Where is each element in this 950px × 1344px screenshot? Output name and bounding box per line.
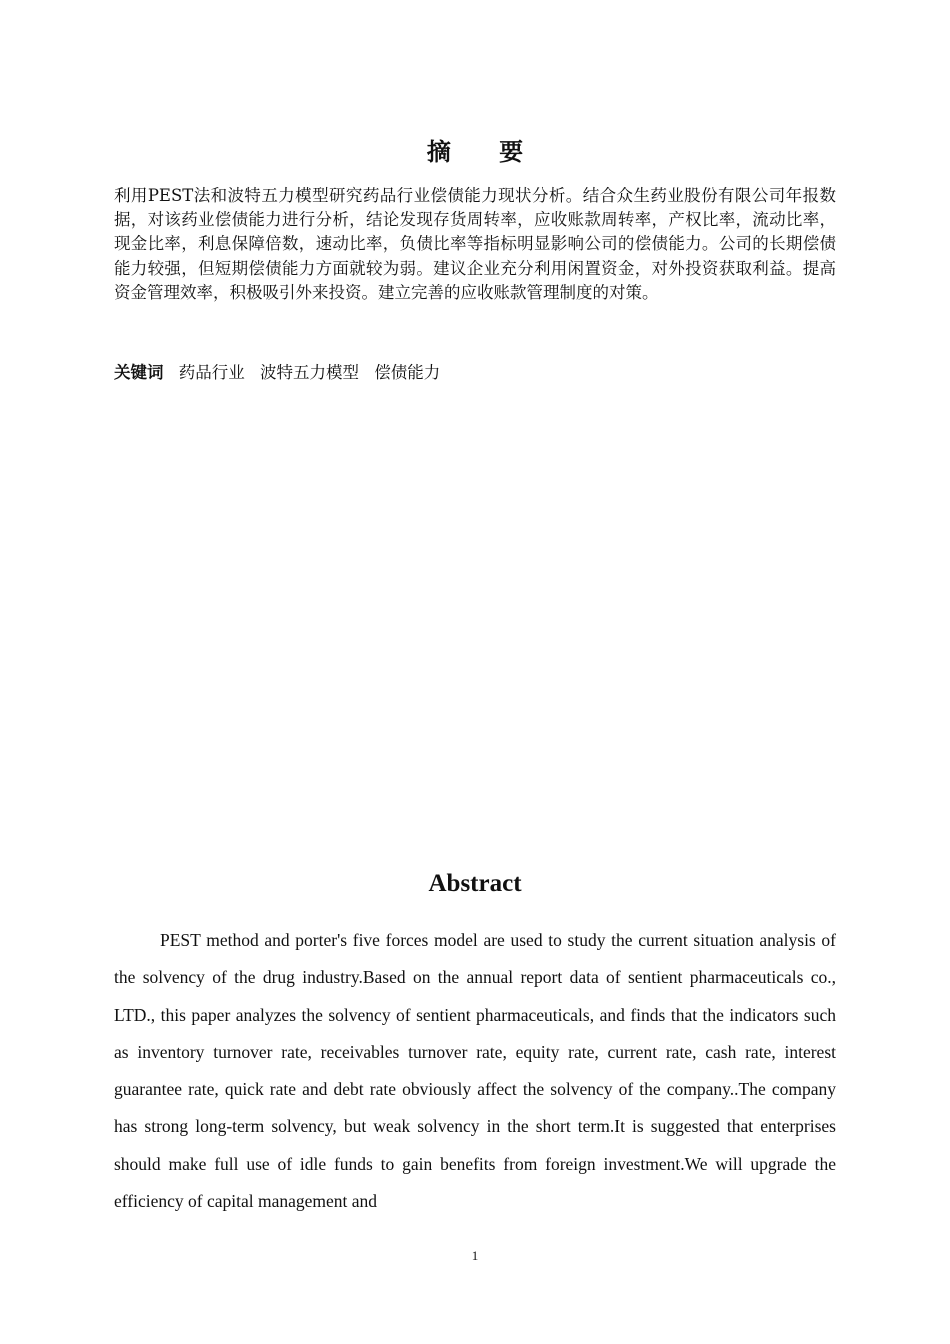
keyword-item: 偿债能力 <box>374 363 441 382</box>
chinese-abstract-title: 摘 要 <box>426 138 544 166</box>
english-abstract-title: Abstract <box>428 870 522 897</box>
english-abstract-body: PEST method and porter's five forces model are used to study the current situation analysis of the solvency of the drug industry.Based on the annual report data of sentient pharmaceuticals co., LTD., this paper analyzes the solvency of sentient pharmaceuticals, and finds that the indicators such as inventory turnover rate, receivables turnover rate, equity rate, current rate, cash rate, interest guarantee rate, quick rate and debt rate obviously affect the solvency of the company..The company has strong long-term solvency, but weak solvency in the short term.It is suggested that enterprises should make full use of idle funds to gain benefits from foreign investment.We will upgrade the efficiency of capital management and <box>114 930 836 1212</box>
page-number: 1 <box>471 1248 479 1263</box>
keyword-item: 药品行业 <box>178 363 245 382</box>
keyword-item: 波特五力模型 <box>260 363 359 382</box>
keywords-line <box>114 361 836 385</box>
chinese-abstract-body: 利用PEST法和波特五力模型研究药品行业偿债能力现状分析。结合众生药业股份有限公司年报数据，对该药业偿债能力进行分析，结论发现存货周转率，应收账款周转率，产权比率，流动比率，现金比率，利息保障倍数，速动比率，负债比率等指标明显影响公司的偿债能力。公司的长期偿债能力较强，但短期偿债能力方面就较为弱。建议企业充分利用闲置资金，对外投资获取利益。提高资金管理效率，积极吸引外来投资。建立完善的应收账款管理制度的对策。 <box>114 186 836 302</box>
keywords-label: 关键词 <box>114 363 164 382</box>
